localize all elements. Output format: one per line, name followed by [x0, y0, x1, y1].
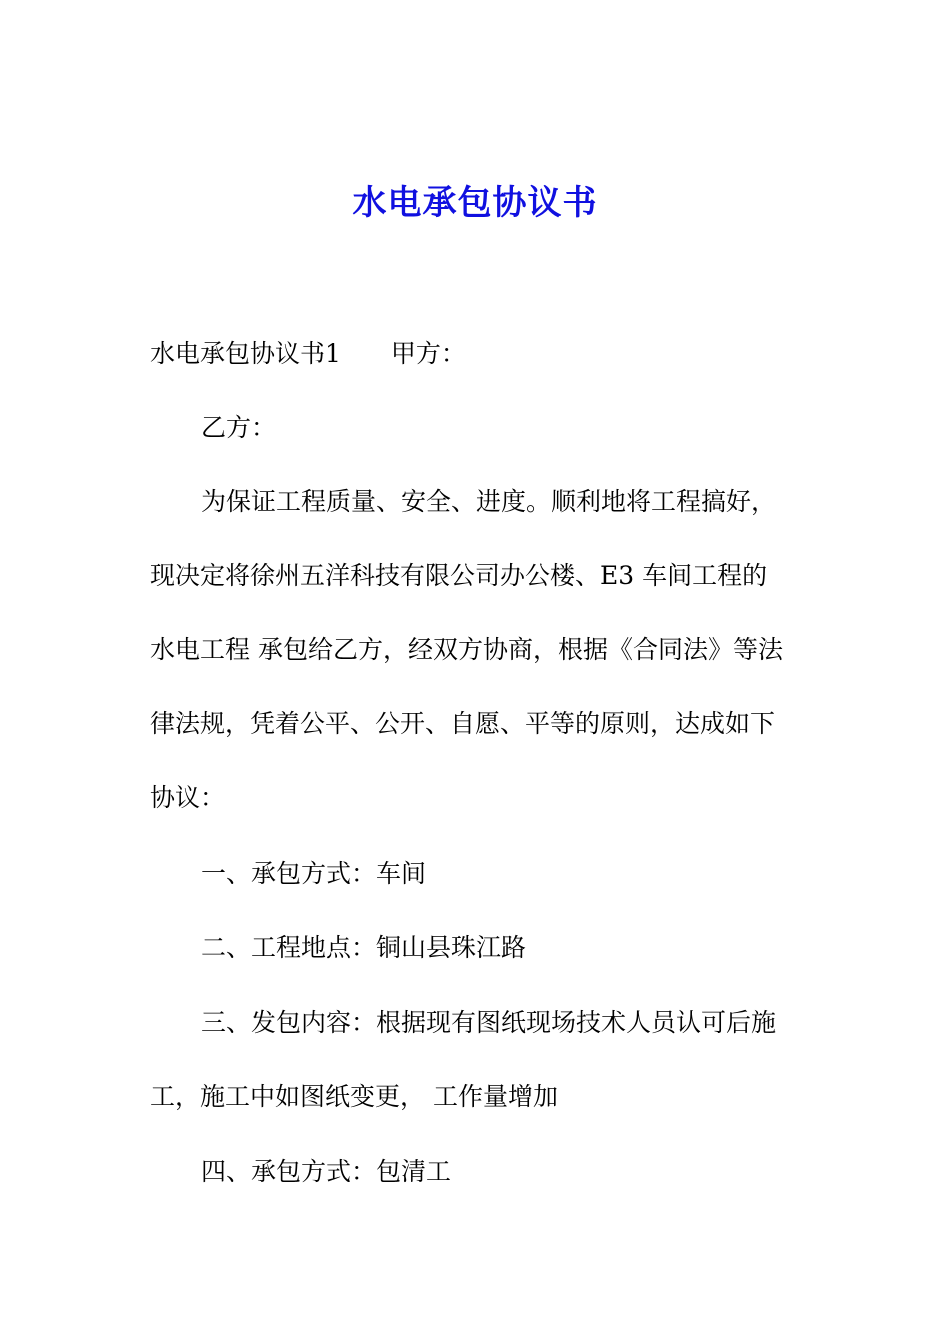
body-line: 水电工程 承包给乙方，经双方协商，根据《合同法》等法 — [150, 635, 783, 664]
clause-3: 三、发包内容：根据现有图纸现场技术人员认可后施 — [201, 1008, 777, 1037]
body-line: 协议： — [150, 783, 226, 812]
clause-3-continuation: 工，施工中如图纸变更， 工作量增加 — [150, 1082, 558, 1111]
doc-name: 水电承包协议书1 — [150, 339, 341, 368]
heading-line — [150, 336, 466, 372]
body-line: 为保证工程质量、安全、进度。顺利地将工程搞好， — [201, 487, 777, 516]
document-title: 水电承包协议书 — [352, 183, 598, 223]
clause-1: 一、承包方式：车间 — [201, 859, 427, 888]
clause-2: 二、工程地点：铜山县珠江路 — [201, 933, 527, 962]
body-line: 律法规，凭着公平、公开、自愿、平等的原则，达成如下 — [150, 709, 776, 738]
body-line: 现决定将徐州五洋科技有限公司办公楼、E3 车间工程的 — [150, 561, 768, 590]
clause-4: 四、承包方式：包清工 — [201, 1157, 452, 1186]
party-a-label: 甲方： — [390, 339, 466, 368]
party-b-label: 乙方： — [201, 413, 277, 442]
